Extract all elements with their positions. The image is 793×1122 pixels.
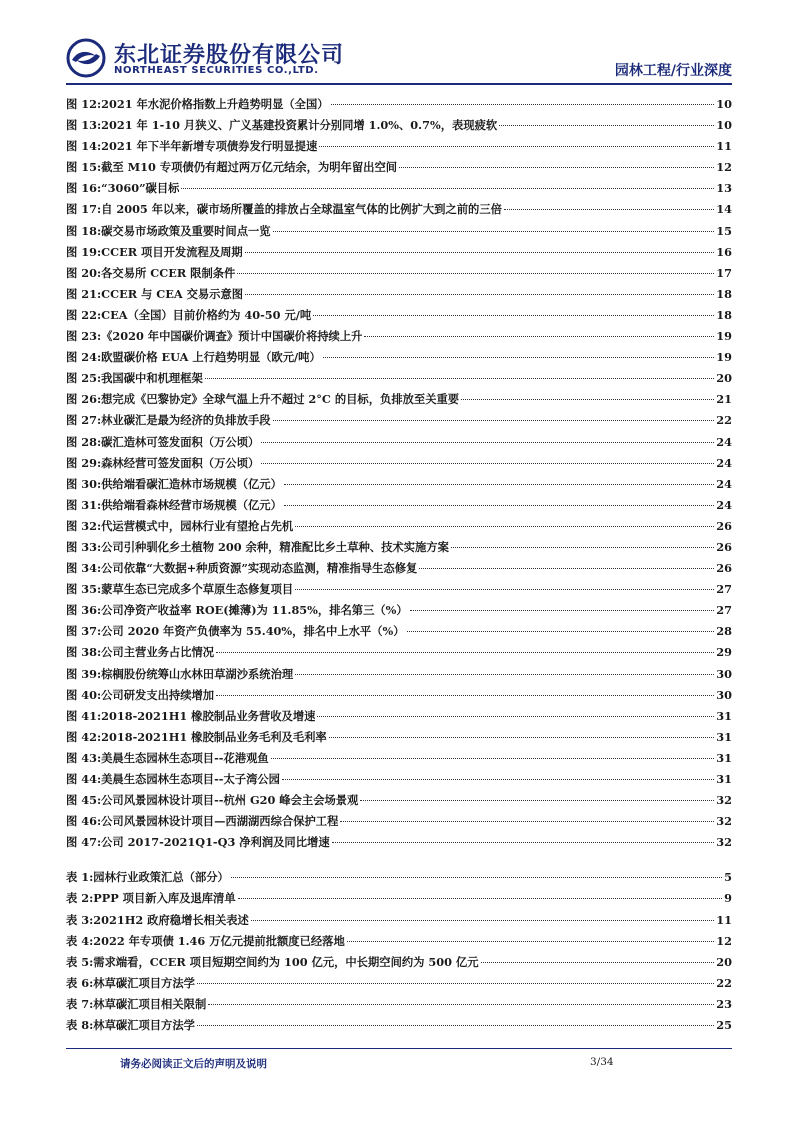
toc-figure-entry[interactable] bbox=[66, 771, 732, 792]
toc-figure-entry[interactable] bbox=[66, 581, 732, 602]
toc-figure-entry[interactable] bbox=[66, 201, 732, 222]
entry-page-number: 30 bbox=[716, 666, 732, 681]
toc-figure-entry[interactable] bbox=[66, 497, 732, 518]
toc-figure-entry[interactable] bbox=[66, 349, 732, 370]
entry-label: 表 4: bbox=[66, 933, 94, 948]
entry-title: 公司引种驯化乡土植物 200 余种，精准配比乡土草种、技术实施方案 bbox=[101, 539, 449, 554]
entry-label: 图 42: bbox=[66, 729, 102, 744]
toc-figure-entry[interactable] bbox=[66, 729, 732, 750]
toc-table-entry[interactable] bbox=[66, 1017, 732, 1038]
dot-leader bbox=[216, 652, 714, 653]
entry-label: 图 37: bbox=[66, 624, 102, 639]
entry-page-number: 31 bbox=[716, 750, 732, 765]
entry-title: 碳交易市场政策及重要时间点一览 bbox=[101, 223, 271, 238]
entry-title: 蒙草生态已完成多个草原生态修复项目 bbox=[101, 582, 294, 597]
toc-table-entry[interactable] bbox=[66, 996, 732, 1017]
dot-leader bbox=[451, 547, 714, 548]
entry-page-number: 13 bbox=[716, 181, 732, 196]
toc-figure-entry[interactable] bbox=[66, 96, 732, 117]
toc-figure-entry[interactable] bbox=[66, 391, 732, 412]
dot-leader bbox=[499, 125, 714, 126]
entry-page-number: 10 bbox=[716, 118, 732, 133]
entry-title: 棕榈股份统筹山水林田草湖沙系统治理 bbox=[101, 666, 294, 681]
entry-page-number: 26 bbox=[716, 539, 732, 554]
entry-title: 公司研发支出持续增加 bbox=[101, 687, 215, 702]
dot-leader bbox=[237, 273, 714, 274]
dot-leader bbox=[331, 104, 715, 105]
toc-figure-entry[interactable] bbox=[66, 307, 732, 328]
entry-page-number: 15 bbox=[716, 223, 732, 238]
entry-label: 表 2: bbox=[66, 891, 94, 906]
entry-page-number: 24 bbox=[716, 497, 732, 512]
entry-title: 各交易所 CCER 限制条件 bbox=[101, 265, 236, 280]
dot-leader bbox=[208, 1004, 714, 1005]
entry-page-number: 31 bbox=[716, 772, 732, 786]
dot-leader bbox=[271, 758, 715, 759]
dot-leader bbox=[399, 167, 714, 168]
entry-page-number: 21 bbox=[716, 392, 732, 407]
dot-leader bbox=[197, 983, 714, 984]
entry-label: 图 21: bbox=[66, 286, 102, 301]
entry-label: 图 13: bbox=[66, 118, 102, 133]
toc-figure-entry[interactable] bbox=[66, 286, 732, 307]
page-number: 3/34 bbox=[590, 1056, 614, 1068]
entry-title: 园林行业政策汇总（部分） bbox=[93, 870, 229, 885]
toc-table-entry[interactable] bbox=[66, 933, 732, 954]
toc-figure-entry[interactable] bbox=[66, 159, 732, 180]
entry-label: 图 14: bbox=[66, 139, 102, 154]
toc-figure-entry[interactable] bbox=[66, 244, 732, 265]
entry-page-number: 24 bbox=[716, 434, 732, 449]
dot-leader bbox=[216, 695, 714, 696]
entry-label: 图 45: bbox=[66, 793, 102, 808]
dot-leader bbox=[261, 463, 714, 464]
company-name-en: NORTHEAST SECURITIES CO.,LTD. bbox=[114, 65, 319, 76]
dot-leader bbox=[360, 800, 714, 801]
dot-leader bbox=[347, 941, 714, 942]
section-gap bbox=[66, 855, 732, 869]
toc-figure-entry[interactable] bbox=[66, 560, 732, 581]
entry-label: 图 38: bbox=[66, 645, 102, 660]
entry-label: 图 40: bbox=[66, 687, 102, 702]
dot-leader bbox=[317, 716, 714, 717]
entry-title: 截至 M10 专项债仍有超过两万亿元结余，为明年留出空间 bbox=[101, 160, 398, 175]
toc-figure-entry[interactable] bbox=[66, 666, 732, 687]
entry-title: 公司 2020 年资产负债率为 55.40%，排名中上水平（%） bbox=[101, 624, 405, 639]
entry-label: 图 30: bbox=[66, 476, 102, 491]
entry-page-number: 32 bbox=[716, 793, 732, 808]
entry-page-number: 18 bbox=[716, 307, 732, 322]
entry-title: CCER 项目开发流程及周期 bbox=[101, 244, 243, 259]
entry-page-number: 12 bbox=[716, 160, 732, 175]
toc-figure-entry[interactable] bbox=[66, 644, 732, 665]
entry-label: 图 39: bbox=[66, 666, 102, 681]
entry-page-number: 14 bbox=[716, 202, 732, 217]
entry-page-number: 27 bbox=[716, 603, 732, 618]
northeast-securities-logo-icon bbox=[66, 38, 106, 78]
entry-label: 表 8: bbox=[66, 1018, 94, 1033]
dot-leader bbox=[205, 378, 714, 379]
entry-label: 图 34: bbox=[66, 561, 102, 576]
entry-title: 供给端看碳汇造林市场规模（亿元） bbox=[101, 476, 282, 491]
toc-figure-entry[interactable] bbox=[66, 834, 732, 855]
entry-page-number: 5 bbox=[724, 870, 732, 885]
entry-label: 图 32: bbox=[66, 518, 102, 533]
dot-leader bbox=[282, 779, 714, 780]
toc-table-entry[interactable] bbox=[66, 912, 732, 933]
entry-title: 公司依靠“大数据+种质资源”实现动态监测，精准指导生态修复 bbox=[101, 561, 418, 576]
entry-label: 图 15: bbox=[66, 160, 102, 175]
toc-figure-entry[interactable] bbox=[66, 602, 732, 623]
entry-label: 图 18: bbox=[66, 223, 102, 238]
entry-title: 需求端看，CCER 项目短期空间约为 100 亿元，中长期空间约为 500 亿元 bbox=[93, 954, 479, 969]
entry-title: 公司主营业务占比情况 bbox=[101, 645, 215, 660]
entry-page-number: 20 bbox=[716, 371, 732, 386]
entry-label: 图 36: bbox=[66, 603, 102, 618]
dot-leader bbox=[329, 737, 715, 738]
entry-title: PPP 项目新入库及退库清单 bbox=[93, 891, 236, 906]
entry-title: 林草碳汇项目方法学 bbox=[93, 1018, 195, 1033]
toc-figure-entry[interactable] bbox=[66, 455, 732, 476]
entry-label: 图 29: bbox=[66, 455, 102, 470]
entry-label: 图 31: bbox=[66, 497, 102, 512]
entry-label: 图 22: bbox=[66, 307, 102, 322]
dot-leader bbox=[295, 526, 714, 527]
dot-leader bbox=[407, 631, 715, 632]
entry-label: 表 6: bbox=[66, 975, 94, 990]
dot-leader bbox=[295, 589, 714, 590]
entry-label: 表 5: bbox=[66, 954, 94, 969]
entry-label: 表 7: bbox=[66, 996, 94, 1011]
dot-leader bbox=[332, 842, 715, 843]
toc-figure-entry[interactable] bbox=[66, 434, 732, 455]
toc-figure-entry[interactable] bbox=[66, 708, 732, 729]
toc-figure-entry[interactable] bbox=[66, 117, 732, 138]
entry-title: 代运营模式中，园林行业有望抢占先机 bbox=[101, 518, 294, 533]
company-name-cn: 东北证券股份有限公司 bbox=[114, 43, 345, 68]
entry-label: 表 1: bbox=[66, 870, 94, 885]
entry-label: 图 41: bbox=[66, 708, 102, 723]
entry-label: 图 19: bbox=[66, 244, 102, 259]
dot-leader bbox=[261, 442, 714, 443]
dot-leader bbox=[419, 568, 714, 569]
entry-page-number: 12 bbox=[716, 933, 732, 948]
entry-label: 图 26: bbox=[66, 392, 102, 407]
entry-page-number: 10 bbox=[716, 97, 732, 111]
entry-title: 自 2005 年以来，碳市场所覆盖的排放占全球温室气体的比例扩大到之前的三倍 bbox=[101, 202, 502, 217]
entry-label: 图 33: bbox=[66, 539, 102, 554]
entry-title: 2021H2 政府稳增长相关表述 bbox=[93, 912, 249, 927]
toc-figure-entry[interactable] bbox=[66, 370, 732, 391]
entry-page-number: 11 bbox=[716, 912, 732, 927]
dot-leader bbox=[238, 898, 722, 899]
toc-figure-entry[interactable] bbox=[66, 623, 732, 644]
entry-page-number: 32 bbox=[716, 835, 732, 850]
entry-page-number: 28 bbox=[716, 624, 732, 639]
entry-page-number: 26 bbox=[716, 561, 732, 576]
footer-disclaimer: 请务必阅读正文后的声明及说明 bbox=[120, 1058, 267, 1070]
dot-leader bbox=[284, 484, 714, 485]
entry-label: 图 35: bbox=[66, 582, 102, 597]
toc-figure-entry[interactable] bbox=[66, 750, 732, 771]
entry-label: 表 3: bbox=[66, 912, 94, 927]
entry-label: 图 16: bbox=[66, 181, 102, 196]
entry-title: 公司 2017-2021Q1-Q3 净利润及同比增速 bbox=[101, 835, 330, 850]
toc-figure-entry[interactable] bbox=[66, 265, 732, 286]
entry-label: 图 43: bbox=[66, 750, 102, 765]
entry-label: 图 44: bbox=[66, 772, 102, 786]
entry-title: 想完成《巴黎协定》全球气温上升不超过 2°C 的目标，负排放至关重要 bbox=[101, 392, 460, 407]
entry-page-number: 27 bbox=[716, 582, 732, 597]
entry-title: 林草碳汇项目相关限制 bbox=[93, 996, 207, 1011]
entry-page-number: 24 bbox=[716, 455, 732, 470]
entry-page-number: 20 bbox=[716, 954, 732, 969]
entry-page-number: 25 bbox=[716, 1018, 732, 1033]
dot-leader bbox=[504, 209, 714, 210]
toc-figure-entry[interactable] bbox=[66, 539, 732, 560]
dot-leader bbox=[461, 399, 714, 400]
entry-title: 供给端看森林经营市场规模（亿元） bbox=[101, 497, 282, 512]
toc-table-entry[interactable] bbox=[66, 890, 732, 911]
entry-label: 图 17: bbox=[66, 202, 102, 217]
toc-figure-entry[interactable] bbox=[66, 792, 732, 813]
dot-leader bbox=[410, 610, 715, 611]
dot-leader bbox=[197, 1025, 714, 1026]
dot-leader bbox=[481, 962, 715, 963]
entry-page-number: 19 bbox=[716, 350, 732, 365]
tables-list bbox=[66, 869, 732, 1038]
entry-page-number: 17 bbox=[716, 265, 732, 280]
report-section-title: 园林工程/行业深度 bbox=[614, 63, 732, 79]
toc-figure-entry[interactable] bbox=[66, 687, 732, 708]
entry-label: 图 46: bbox=[66, 814, 102, 829]
entry-title: 欧盟碳价格 EUA 上行趋势明显（欧元/吨） bbox=[101, 350, 321, 365]
entry-title: 美晨生态园林生态项目--太子湾公园 bbox=[101, 772, 280, 786]
dot-leader bbox=[284, 505, 714, 506]
entry-page-number: 29 bbox=[716, 645, 732, 660]
entry-title: CCER 与 CEA 交易示意图 bbox=[101, 286, 244, 301]
entry-title: CEA（全国）目前价格约为 40-50 元/吨 bbox=[101, 307, 312, 322]
entry-title: 碳汇造林可签发面积（万公顷） bbox=[101, 434, 260, 449]
entry-title: 森林经营可签发面积（万公顷） bbox=[101, 455, 260, 470]
toc-table-entry[interactable] bbox=[66, 954, 732, 975]
figures-list bbox=[66, 96, 732, 855]
entry-page-number: 22 bbox=[716, 975, 732, 990]
entry-page-number: 31 bbox=[716, 729, 732, 744]
toc-figure-entry[interactable] bbox=[66, 328, 732, 349]
dot-leader bbox=[251, 920, 714, 921]
toc-table-entry[interactable] bbox=[66, 869, 732, 890]
entry-label: 图 12: bbox=[66, 97, 102, 111]
dot-leader bbox=[319, 146, 714, 147]
entry-page-number: 22 bbox=[716, 413, 732, 428]
entry-title: 2022 年专项债 1.46 万亿元提前批额度已经落地 bbox=[93, 933, 345, 948]
entry-title: 美晨生态园林生态项目--花港观鱼 bbox=[101, 750, 269, 765]
entry-page-number: 32 bbox=[716, 814, 732, 829]
entry-title: 我国碳中和机理框架 bbox=[101, 371, 203, 386]
toc-table-entry[interactable] bbox=[66, 975, 732, 996]
dot-leader bbox=[273, 420, 715, 421]
entry-title: 林业碳汇是最为经济的负排放手段 bbox=[101, 413, 271, 428]
entry-title: 林草碳汇项目方法学 bbox=[93, 975, 195, 990]
entry-page-number: 23 bbox=[716, 996, 732, 1011]
entry-label: 图 47: bbox=[66, 835, 102, 850]
toc-figure-entry[interactable] bbox=[66, 138, 732, 159]
entry-page-number: 11 bbox=[716, 139, 732, 154]
dot-leader bbox=[313, 315, 714, 316]
dot-leader bbox=[245, 294, 714, 295]
entry-page-number: 26 bbox=[716, 518, 732, 533]
entry-page-number: 19 bbox=[716, 329, 732, 344]
entry-title: “3060”碳目标 bbox=[101, 181, 180, 196]
table-of-contents bbox=[66, 96, 732, 1038]
entry-title: 公司风景园林设计项目—西湖湖西综合保护工程 bbox=[101, 814, 339, 829]
dot-leader bbox=[364, 336, 714, 337]
entry-label: 图 25: bbox=[66, 371, 102, 386]
toc-figure-entry[interactable] bbox=[66, 180, 732, 201]
dot-leader bbox=[181, 188, 714, 189]
entry-title: 2018-2021H1 橡胶制品业务营收及增速 bbox=[101, 708, 316, 723]
entry-title: 2021 年 1-10 月狭义、广义基建投资累计分别同增 1.0%、0.7%，表现疲软 bbox=[101, 118, 498, 133]
entry-title: 《2020 年中国碳价调查》预计中国碳价将持续上升 bbox=[101, 329, 363, 344]
dot-leader bbox=[340, 821, 714, 822]
toc-figure-entry[interactable] bbox=[66, 223, 732, 244]
entry-label: 图 20: bbox=[66, 265, 102, 280]
dot-leader bbox=[323, 357, 715, 358]
dot-leader bbox=[273, 231, 715, 232]
entry-page-number: 31 bbox=[716, 708, 732, 723]
entry-page-number: 24 bbox=[716, 476, 732, 491]
dot-leader bbox=[245, 252, 715, 253]
toc-figure-entry[interactable] bbox=[66, 518, 732, 539]
entry-page-number: 9 bbox=[724, 891, 732, 906]
toc-figure-entry[interactable] bbox=[66, 412, 732, 433]
header-divider bbox=[66, 83, 732, 85]
entry-title: 2018-2021H1 橡胶制品业务毛利及毛利率 bbox=[101, 729, 327, 744]
entry-label: 图 28: bbox=[66, 434, 102, 449]
entry-title: 公司风景园林设计项目--杭州 G20 峰会主会场景观 bbox=[101, 793, 359, 808]
entry-title: 公司净资产收益率 ROE(摊薄)为 11.85%，排名第三（%） bbox=[101, 603, 408, 618]
entry-page-number: 16 bbox=[716, 244, 732, 259]
entry-label: 图 23: bbox=[66, 329, 102, 344]
toc-figure-entry[interactable] bbox=[66, 476, 732, 497]
entry-label: 图 24: bbox=[66, 350, 102, 365]
dot-leader bbox=[231, 877, 722, 878]
entry-label: 图 27: bbox=[66, 413, 102, 428]
entry-page-number: 18 bbox=[716, 286, 732, 301]
footer-divider bbox=[66, 1048, 732, 1049]
entry-title: 2021 年水泥价格指数上升趋势明显（全国） bbox=[101, 97, 329, 111]
entry-title: 2021 年下半年新增专项债券发行明显提速 bbox=[101, 139, 318, 154]
entry-page-number: 30 bbox=[716, 687, 732, 702]
dot-leader bbox=[295, 674, 714, 675]
toc-figure-entry[interactable] bbox=[66, 813, 732, 834]
